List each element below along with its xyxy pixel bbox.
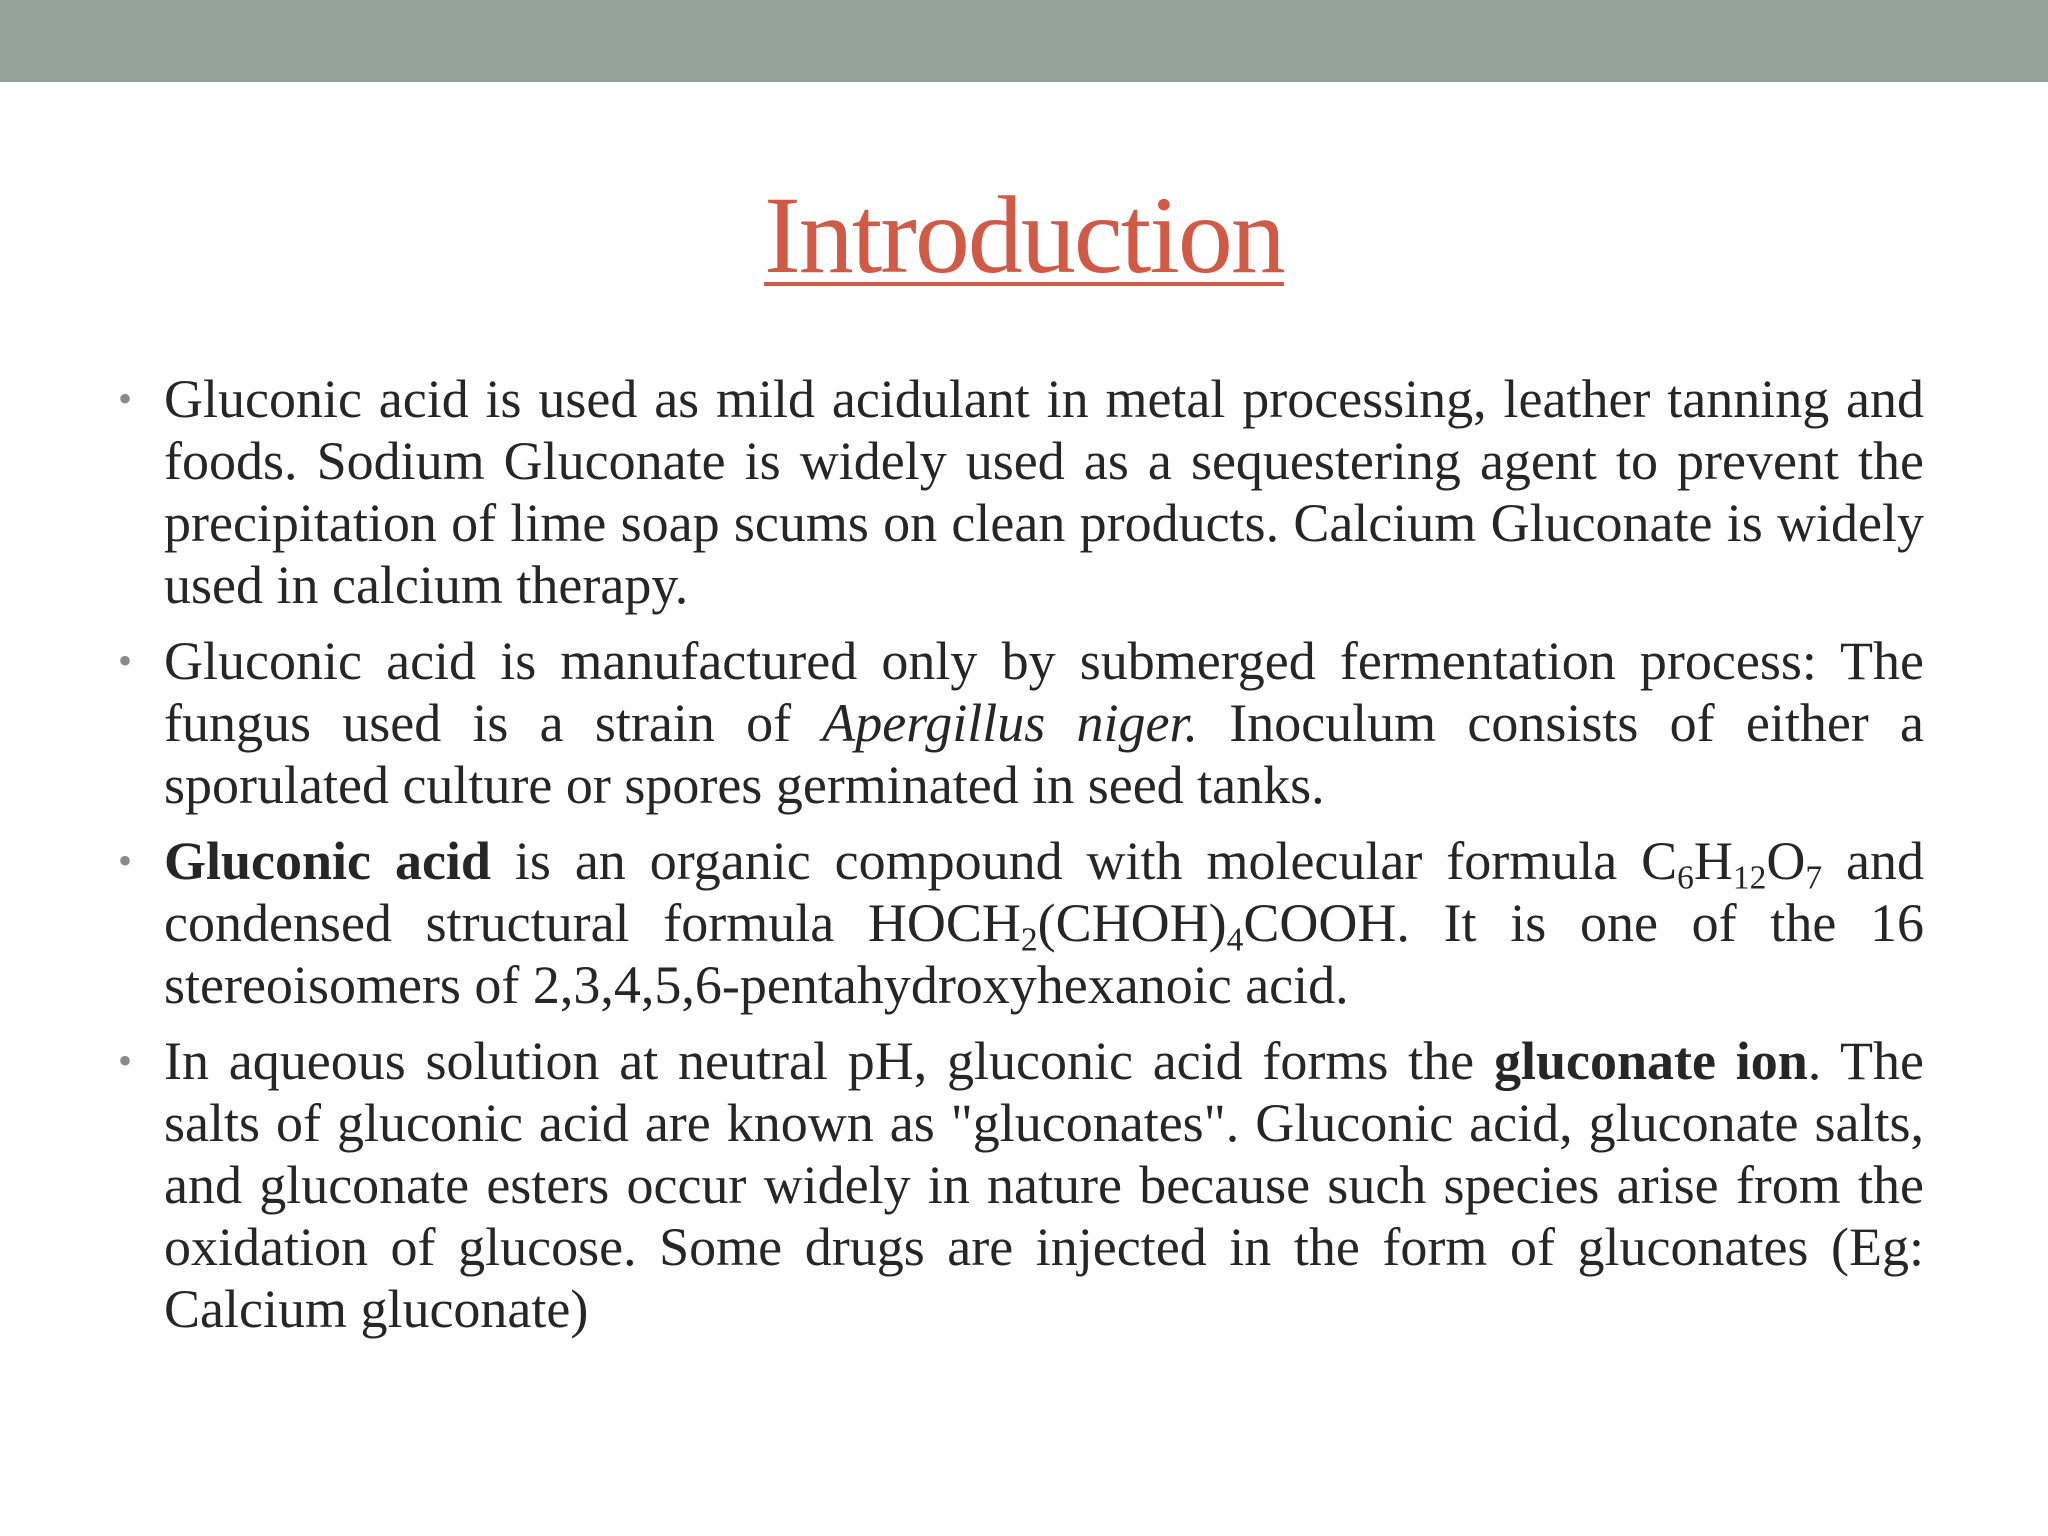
bullet-text: is an organic compound with molecular formula C xyxy=(490,831,1678,891)
bullet-text: O xyxy=(1766,831,1806,891)
top-color-band xyxy=(0,0,2048,82)
subscript: 6 xyxy=(1677,859,1694,897)
bullet-item-2 xyxy=(118,630,1924,816)
bold-term: gluconate ion xyxy=(1493,1031,1808,1091)
bullet-list xyxy=(118,368,1925,1354)
bullet-dot-icon: • xyxy=(118,838,133,883)
bullet-item-4 xyxy=(118,1030,1924,1340)
bullet-dot-icon: • xyxy=(118,376,133,421)
bullet-dot-icon: • xyxy=(118,638,133,683)
bullet-text: Inoculum consists of either a sporulated culture or spores germinated in seed tanks. xyxy=(164,693,1924,815)
bullet-text: . The salts of gluconic acid are known as "gluconates". Gluconic acid, gluconate salts, and gluconate esters occur widely in nature because such species arise from the oxidation of glucose. Some drugs are injected in the form of gluconates (Eg: Calcium gluconate) xyxy=(164,1031,1924,1339)
subscript: 7 xyxy=(1805,859,1823,897)
bullet-dot-icon: • xyxy=(118,1038,133,1083)
subscript: 4 xyxy=(1226,921,1244,959)
bullet-text: and condensed structural formula HOCH xyxy=(164,831,1925,953)
bold-term: Gluconic acid xyxy=(164,831,491,891)
slide-title: Introduction xyxy=(764,174,1284,296)
bullet-item-1 xyxy=(118,368,1924,616)
organism-name: Apergillus niger. xyxy=(822,693,1198,753)
bullet-text: COOH. It is one of the 16 stereoisomers of 2,3,4,5,6-pentahydroxyhexanoic acid. xyxy=(164,893,1925,1015)
bullet-text: (CHOH) xyxy=(1037,893,1227,953)
bullet-text: H xyxy=(1693,831,1733,891)
subscript: 2 xyxy=(1020,921,1038,959)
bullet-text: In aqueous solution at neutral pH, gluconic acid forms the xyxy=(164,1031,1494,1091)
subscript: 12 xyxy=(1732,859,1767,897)
bullet-text: Gluconic acid is manufactured only by submerged fermentation process: The fungus used is a strain of xyxy=(164,631,1924,753)
bullet-item-3 xyxy=(118,830,1925,1016)
bullet-text: Gluconic acid is used as mild acidulant in metal processing, leather tanning and foods. Sodium Gluconate is widely used as a sequestering agent to prevent the precipitation of lime soap scums on clean products. Calcium Gluconate is widely used in calcium therapy. xyxy=(164,369,1924,615)
